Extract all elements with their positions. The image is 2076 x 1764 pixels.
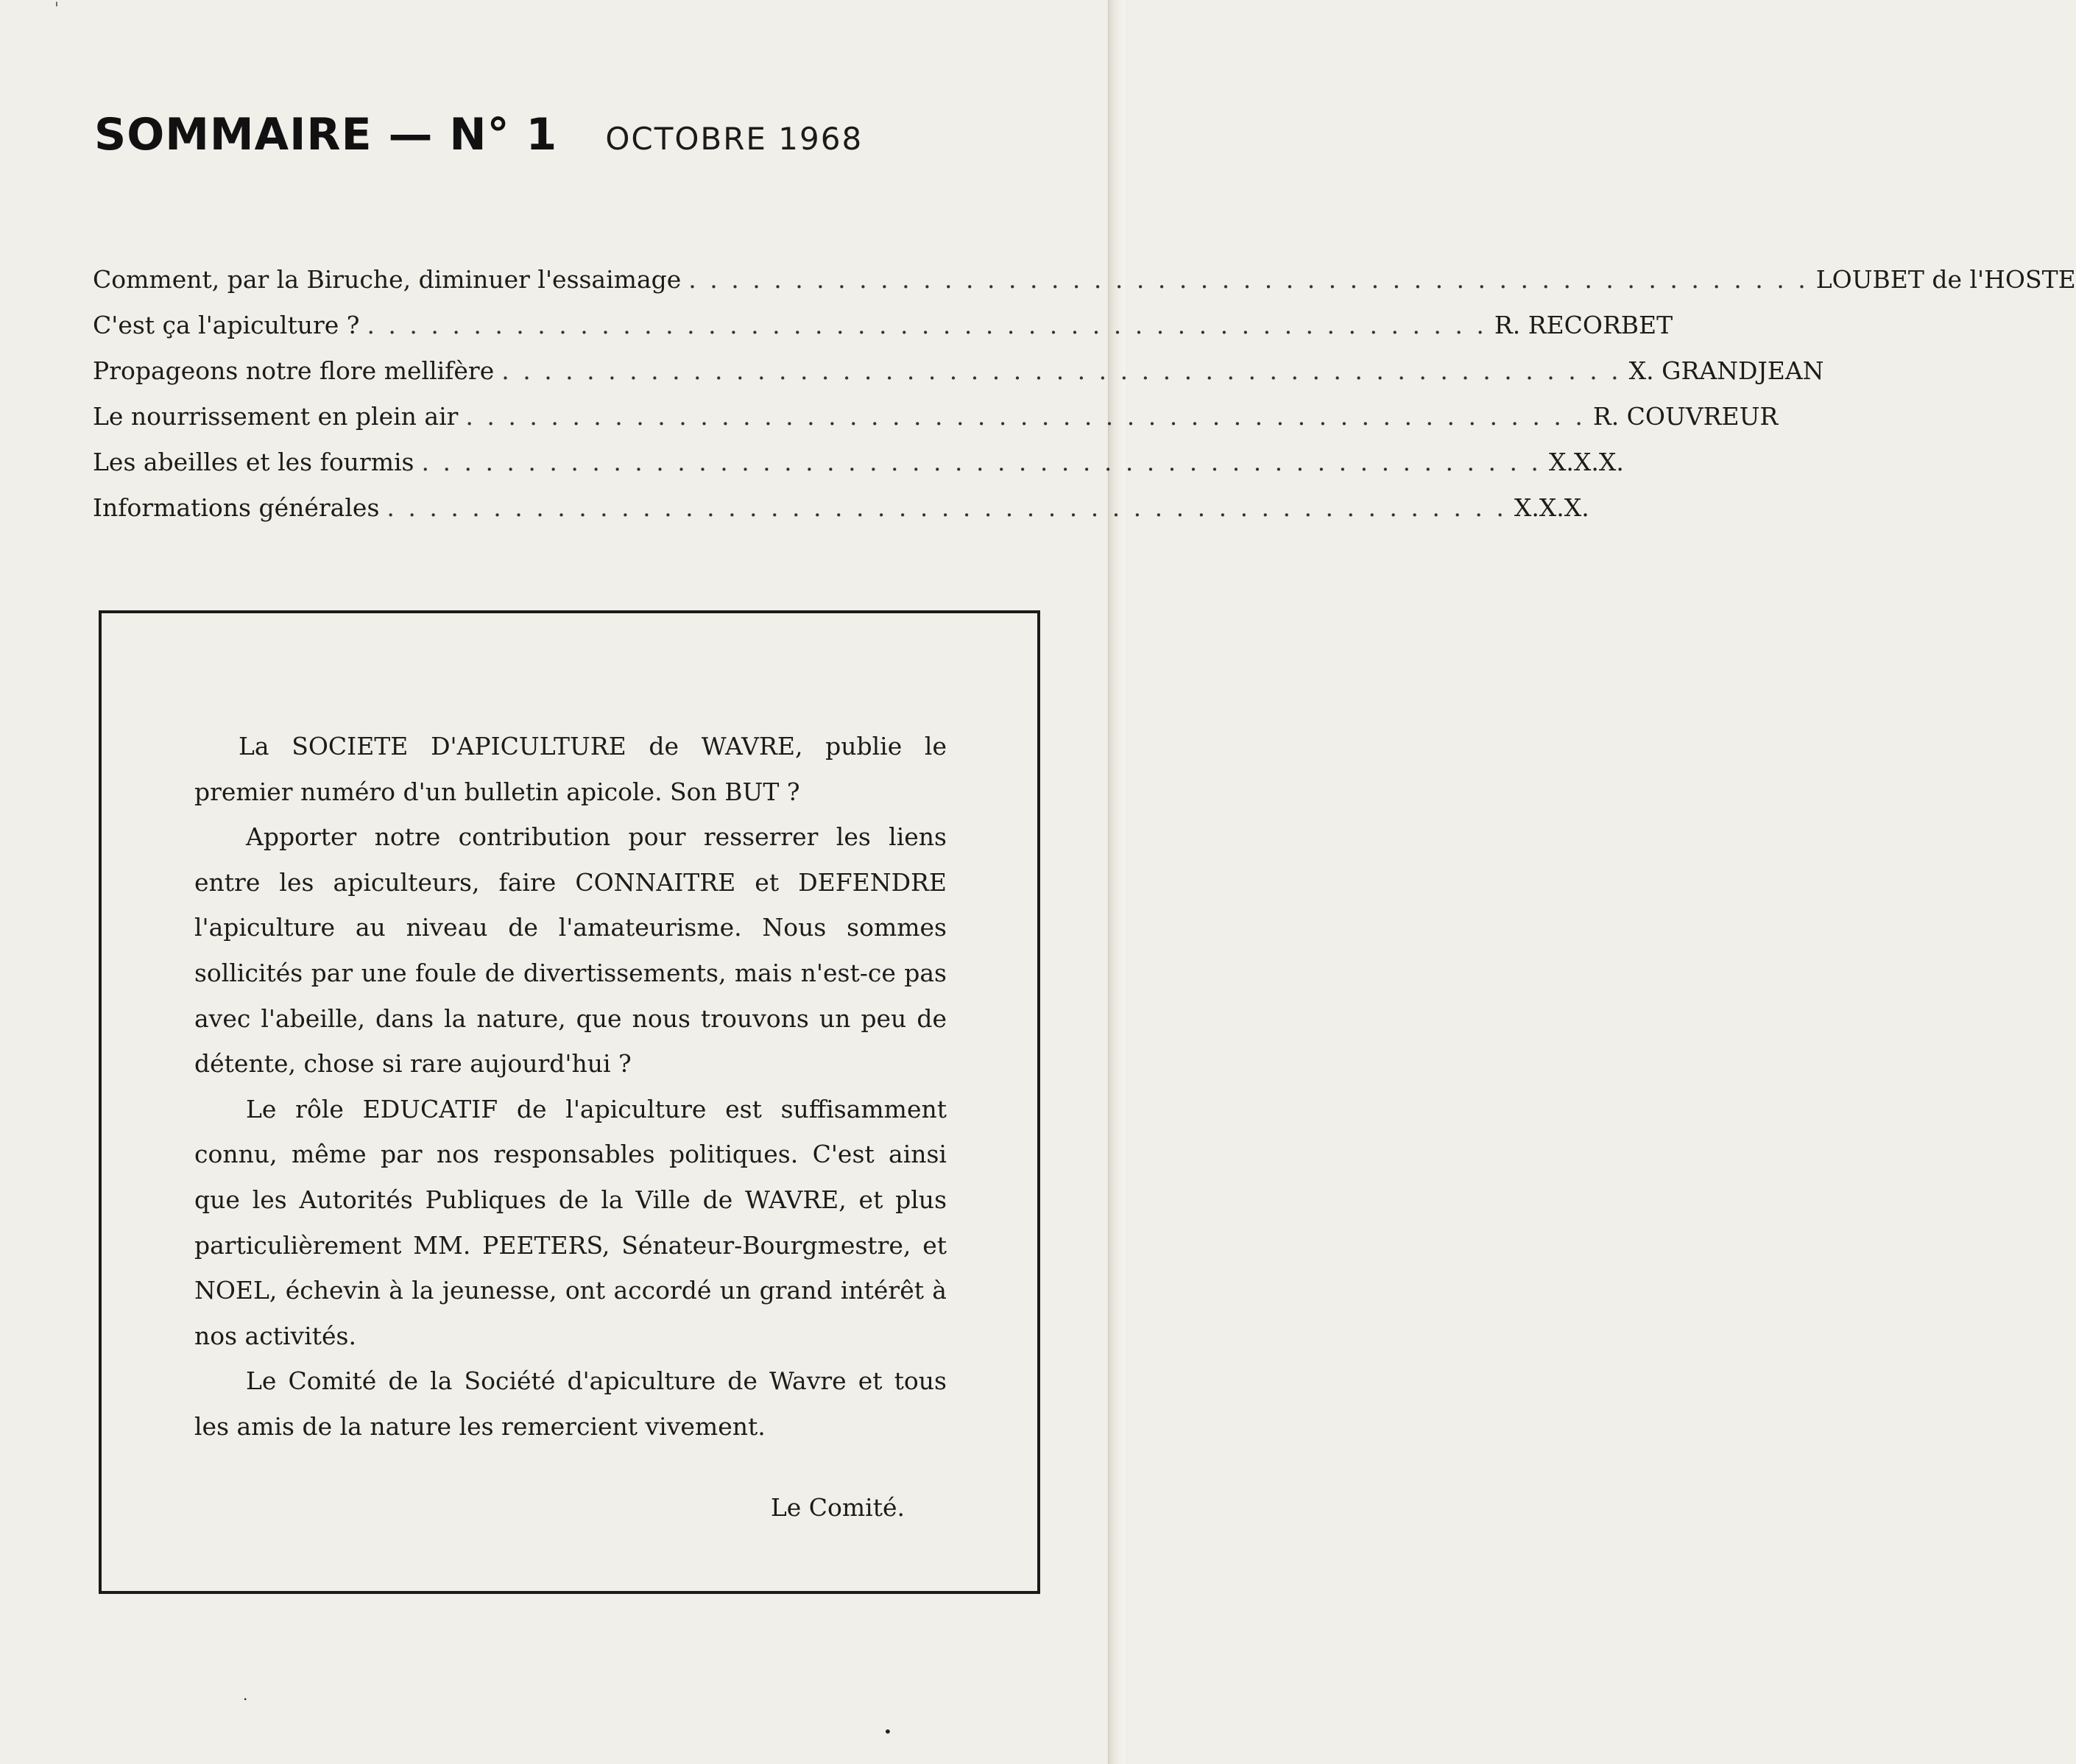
toc-row <box>93 265 2076 311</box>
editorial-text <box>194 724 947 1450</box>
scan-mark: ' <box>54 0 60 18</box>
toc-article-title: Informations générales <box>93 493 380 522</box>
editorial-paragraph: Le Comité de la Société d'apiculture de Wavre et tous les amis de la nature les remercient vivement. <box>194 1366 947 1441</box>
toc-leader-dots: . . . . . . . . . . . . . . . . . . . . . . . . . . . . . . . . . . . . . . . . . . . . . . . . . . . . . <box>386 493 1507 522</box>
toc-row <box>93 448 1624 493</box>
editorial-paragraph: Le rôle EDUCATIF de l'apiculture est suffisamment connu, même par nos responsables politiques. C'est ainsi que les Autorités Publiques de la Ville de WAVRE, et plus particulièrement MM. PEETERS, Sénateur-Bourgmestre, et NOEL, échevin à la jeunesse, ont accordé un grand intérêt à nos activités. <box>194 1094 947 1350</box>
toc-leader-dots: . . . . . . . . . . . . . . . . . . . . . . . . . . . . . . . . . . . . . . . . . . . . . . . . . . . . . <box>465 402 1586 431</box>
editorial-box <box>99 610 1040 1594</box>
toc-article-author: R. COUVREUR <box>1592 402 1779 431</box>
toc-article-author: X.X.X. <box>1548 448 1624 476</box>
toc-row <box>93 493 1589 539</box>
table-of-contents <box>93 265 2076 539</box>
toc-article-author: LOUBET de l'HOSTE <box>1815 265 2076 294</box>
toc-article-author: X. GRANDJEAN <box>1628 356 1824 385</box>
editorial-signature: Le Comité. <box>770 1493 905 1522</box>
toc-article-title: Le nourrissement en plein air <box>93 402 459 431</box>
toc-article-title: Les abeilles et les fourmis <box>93 448 414 476</box>
toc-row <box>93 356 1824 402</box>
editorial-paragraph: La SOCIETE D'APICULTURE de WAVRE, publie le premier numéro d'un bulletin apicole. Son BUT ? <box>194 732 947 806</box>
toc-article-author: R. RECORBET <box>1494 311 1673 339</box>
toc-article-title: C'est ça l'apiculture ? <box>93 311 360 339</box>
header <box>94 109 863 160</box>
toc-leader-dots: . . . . . . . . . . . . . . . . . . . . . . . . . . . . . . . . . . . . . . . . . . . . . . . . . . . . . <box>367 311 1487 339</box>
toc-article-title: Propageons notre flore mellifère <box>93 356 495 385</box>
toc-article-author: X.X.X. <box>1514 493 1589 522</box>
toc-article-title: Comment, par la Biruche, diminuer l'essaimage <box>93 265 682 294</box>
toc-leader-dots: . . . . . . . . . . . . . . . . . . . . . . . . . . . . . . . . . . . . . . . . . . . . . . . . . . . . . <box>421 448 1542 476</box>
toc-leader-dots: . . . . . . . . . . . . . . . . . . . . . . . . . . . . . . . . . . . . . . . . . . . . . . . . . . . . . <box>688 265 1809 294</box>
scan-dot: . <box>243 1686 248 1704</box>
toc-leader-dots: . . . . . . . . . . . . . . . . . . . . . . . . . . . . . . . . . . . . . . . . . . . . . . . . . . . . . <box>501 356 1622 385</box>
issue-date: OCTOBRE 1968 <box>605 121 864 157</box>
toc-row <box>93 402 1779 448</box>
scan-dot: • <box>883 1723 892 1740</box>
toc-row <box>93 311 1673 356</box>
editorial-paragraph: Apporter notre contribution pour resserrer les liens entre les apiculteurs, faire CONNAITRE et DEFENDRE l'apiculture au niveau de l'amateurisme. Nous sommes sollicités par une foule de divertissements, mais n'est-ce pas avec l'abeille, dans la nature, que nous trouvons un peu de détente, chose si rare aujourd'hui ? <box>194 822 947 1079</box>
summary-title: SOMMAIRE — N° 1 <box>94 109 558 160</box>
